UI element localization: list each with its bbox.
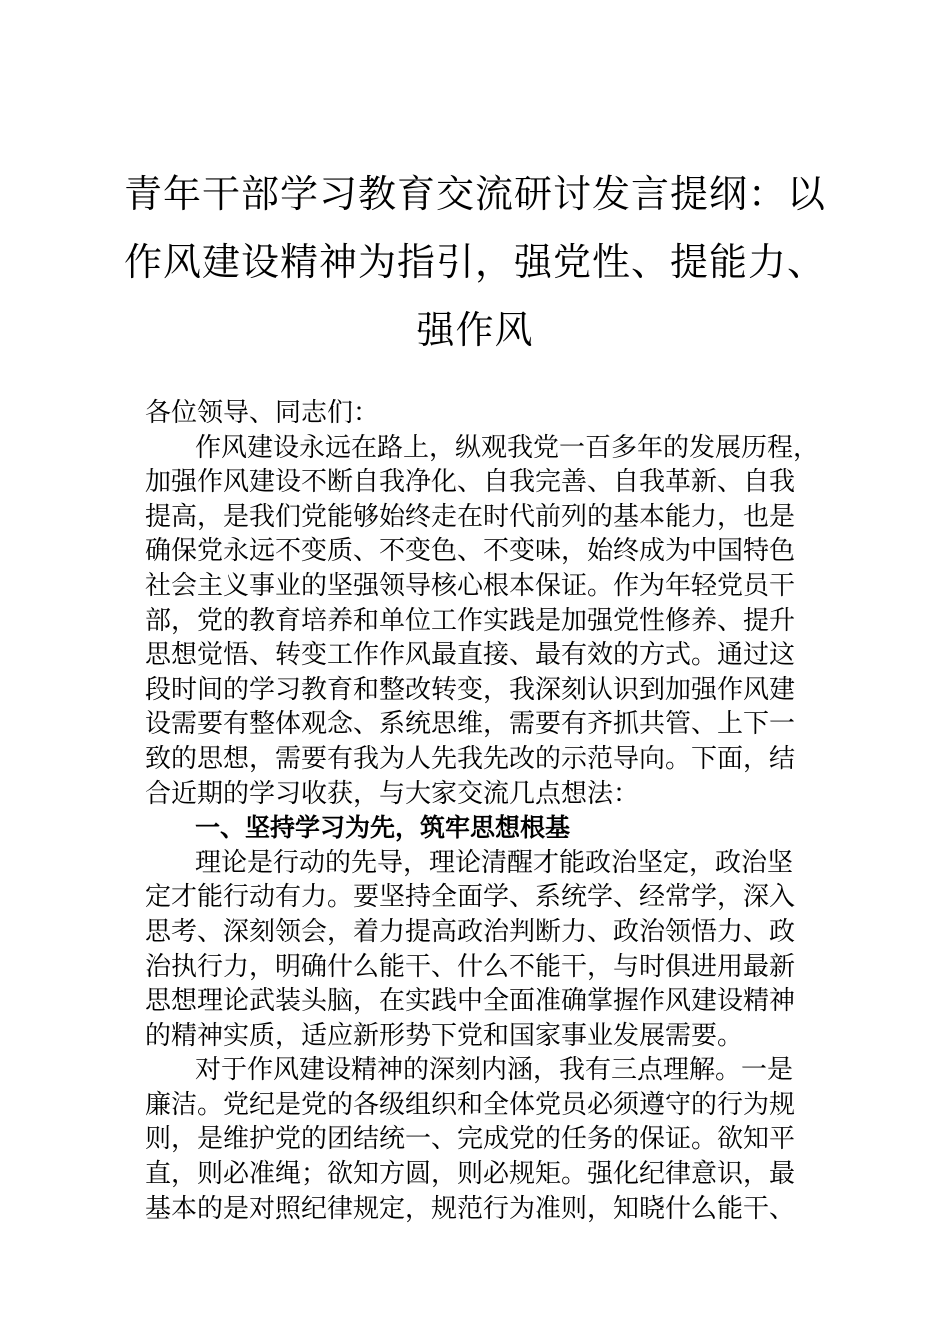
paragraph-line: 治执行力，明确什么能干、什么不能干，与时俱进用最新 xyxy=(145,951,796,982)
paragraph-line: 部，党的教育培养和单位工作实践是加强党性修养、提升 xyxy=(145,605,796,636)
title-line: 强作风 xyxy=(416,308,534,352)
paragraph-line: 理论是行动的先导，理论清醒才能政治坚定，政治坚 xyxy=(195,847,794,878)
paragraph-line: 思想觉悟、转变工作作风最直接、最有效的方式。通过这 xyxy=(145,640,796,671)
paragraph-line: 确保党永远不变质、不变色、不变味，始终成为中国特色 xyxy=(145,536,796,567)
paragraph-line: 致的思想，需要有我为人先我先改的示范导向。下面，结 xyxy=(145,743,796,774)
paragraph-line: 段时间的学习教育和整改转变，我深刻认识到加强作风建 xyxy=(145,674,796,705)
paragraph-line: 合近期的学习收获，与大家交流几点想法： xyxy=(145,778,640,809)
paragraph-line: 直，则必准绳；欲知方圆，则必规矩。强化纪律意识，最 xyxy=(145,1159,796,1190)
title-line: 作风建设精神为指引，强党性、提能力、 xyxy=(123,240,826,284)
paragraph-line: 思考、深刻领会，着力提高政治判断力、政治领悟力、政 xyxy=(145,916,796,947)
paragraph-line: 的精神实质，适应新形势下党和国家事业发展需要。 xyxy=(145,1020,744,1051)
paragraph-line: 定才能行动有力。要坚持全面学、系统学、经常学，深入 xyxy=(145,882,796,913)
paragraph-line: 基本的是对照纪律规定，规范行为准则，知晓什么能干、 xyxy=(145,1193,796,1224)
paragraph-line: 设需要有整体观念、系统思维，需要有齐抓共管、上下一 xyxy=(145,709,796,740)
paragraph-line: 廉洁。党纪是党的各级组织和全体党员必须遵守的行为规 xyxy=(145,1089,796,1120)
paragraph-line: 思想理论武装头脑，在实践中全面准确掌握作风建设精神 xyxy=(145,986,796,1017)
title-line: 青年干部学习教育交流研讨发言提纲：以 xyxy=(123,172,826,216)
paragraph-line: 作风建设永远在路上，纵观我党一百多年的发展历程， xyxy=(195,432,820,463)
paragraph-line: 则，是维护党的团结统一、完成党的任务的保证。欲知平 xyxy=(145,1124,796,1155)
paragraph-line: 社会主义事业的坚强领导核心根本保证。作为年轻党员干 xyxy=(145,570,796,601)
document-body xyxy=(145,396,820,1226)
document-title xyxy=(120,160,830,364)
section-heading: 一、坚持学习为先，筑牢思想根基 xyxy=(195,813,571,843)
salutation: 各位领导、同志们： xyxy=(145,398,380,428)
paragraph-line: 对于作风建设精神的深刻内涵，我有三点理解。一是 xyxy=(195,1055,794,1086)
paragraph-line: 提高，是我们党能够始终走在时代前列的基本能力，也是 xyxy=(145,501,796,532)
paragraph-line: 加强作风建设不断自我净化、自我完善、自我革新、自我 xyxy=(145,467,796,498)
